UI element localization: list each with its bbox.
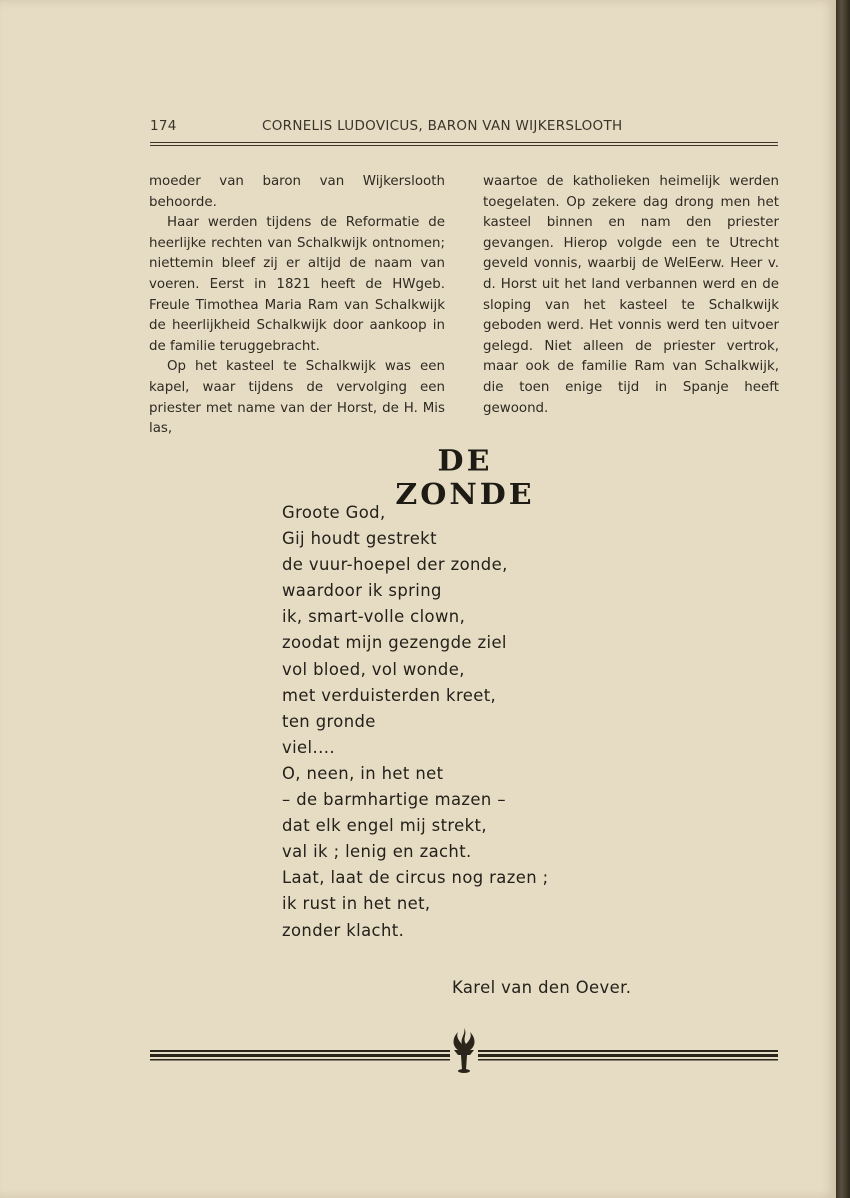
paragraph: waartoe de katholieken heimelijk werden toegelaten. Op zekere dag drong men het kasteel binnen en nam den priester gevangen. Hierop volgde een te Utrecht geveld vonnis, waarbij de WelEerw. Heer v. d. Horst uit het land verbannen werd en de sloping van het kasteel te Schalkwijk geboden werd. Het vonnis werd ten uitvoer gelegd. Niet alleen de priester vertrok, maar ook de familie Ram van Schalkwijk, die toen enige tijd in Spanje heeft gewoond. xyxy=(483,174,779,416)
poem-line: zoodat mijn gezengde ziel xyxy=(282,633,507,653)
header-rule-top xyxy=(150,142,778,143)
torch-ornament-divider xyxy=(150,1024,778,1074)
running-title: CORNELIS LUDOVICUS, BARON VAN WIJKERSLOOTH xyxy=(262,118,623,134)
poem-line: de vuur-hoepel der zonde, xyxy=(282,555,508,575)
left-column xyxy=(149,172,445,440)
running-header xyxy=(150,118,778,138)
poem-line: Gij houdt gestrekt xyxy=(282,529,437,549)
poem-line: ik rust in het net, xyxy=(282,894,431,914)
poem-line: ik, smart-volle clown, xyxy=(282,607,466,627)
poem-body xyxy=(282,500,582,944)
poem-line: vol bloed, vol wonde, xyxy=(282,659,465,679)
poem-line: zonder klacht. xyxy=(282,920,405,940)
poem-line: – de barmhartige mazen – xyxy=(282,790,506,810)
paragraph: moeder van baron van Wijkerslooth behoorde. xyxy=(149,174,445,210)
paragraph: Haar werden tijdens de Reformatie de heerlijke rechten van Schalkwijk ontnomen; niettemin bleef zij er altijd de naam van voeren. Eerst in 1821 heeft de HWgeb. Freule Timothea Maria Ram van Schalkwijk de heerlijkheid Schalkwijk door aankoop in de familie teruggebracht. xyxy=(149,215,445,354)
poem-line: dat elk engel mij strekt, xyxy=(282,816,487,836)
poem-line: ten gronde xyxy=(282,711,376,731)
poem-author: Karel van den Oever. xyxy=(452,978,632,997)
poem-line: met verduisterden kreet, xyxy=(282,685,497,705)
right-column xyxy=(483,172,779,419)
header-rule-bottom xyxy=(150,145,778,146)
poem-line: val ik ; lenig en zacht. xyxy=(282,842,472,862)
poem-line: O, neen, in het net xyxy=(282,763,444,783)
poem-line: Laat, laat de circus nog razen ; xyxy=(282,868,549,888)
poem-line: waardoor ik spring xyxy=(282,581,442,601)
poem-line: viel.... xyxy=(282,737,335,757)
book-spine-edge xyxy=(836,0,850,1198)
paragraph: Op het kasteel te Schalkwijk was een kapel, waar tijdens de vervolging een priester met name van der Horst, de H. Mis las, xyxy=(149,359,445,437)
poem-title: DE ZONDE xyxy=(395,444,535,512)
poem-line: Groote God, xyxy=(282,503,386,522)
page-number: 174 xyxy=(150,118,177,134)
